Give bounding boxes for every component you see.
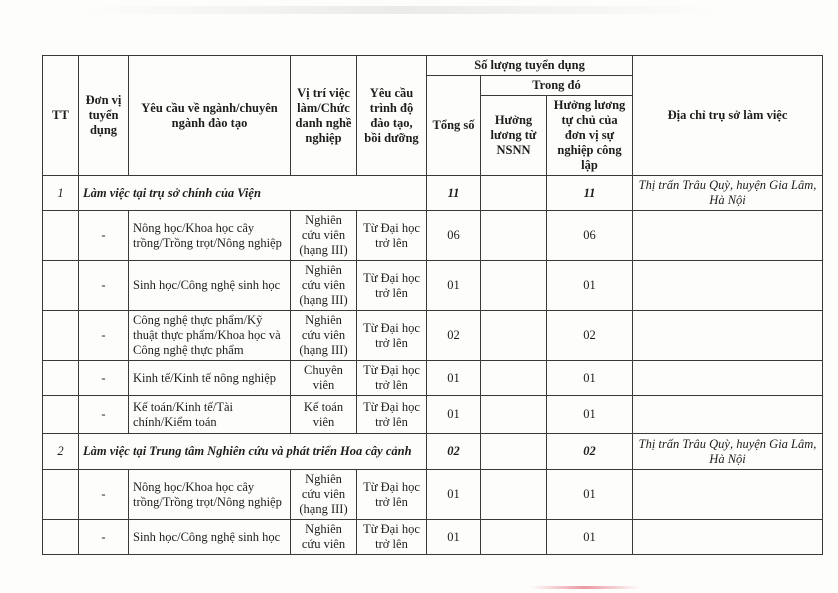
row-trinh-do: Từ Đại học trở lên	[357, 520, 427, 555]
row-tong-so: 06	[427, 211, 481, 261]
group-tong-so: 11	[427, 176, 481, 211]
row-dash: -	[79, 520, 129, 555]
group-tt: 2	[43, 434, 79, 470]
table-row	[43, 470, 823, 520]
row-nganh: Sinh học/Công nghệ sinh học	[129, 520, 291, 555]
row-tong-so: 01	[427, 361, 481, 396]
group-tong-so: 02	[427, 434, 481, 470]
header-tong-so: Tổng số	[427, 76, 481, 176]
row-dash: -	[79, 470, 129, 520]
group-tt: 1	[43, 176, 79, 211]
table-row	[43, 520, 823, 555]
row-dash: -	[79, 361, 129, 396]
header-nganh: Yêu cầu về ngành/chuyên ngành đào tạo	[129, 56, 291, 176]
row-nganh: Kinh tế/Kinh tế nông nghiệp	[129, 361, 291, 396]
row-trinh-do: Từ Đại học trở lên	[357, 396, 427, 434]
recruitment-table	[42, 55, 823, 555]
row-vi-tri: Chuyên viên	[291, 361, 357, 396]
row-trinh-do: Từ Đại học trở lên	[357, 311, 427, 361]
row-dash: -	[79, 311, 129, 361]
row-dash: -	[79, 211, 129, 261]
header-tu-chu: Hưởng lương tự chủ của đơn vị sự nghiệp công lập	[547, 96, 633, 176]
table-row	[43, 211, 823, 261]
row-nganh: Nông học/Khoa học cây trồng/Trồng trọt/Nông nghiệp	[129, 470, 291, 520]
row-dash: -	[79, 396, 129, 434]
row-tu-chu: 01	[547, 361, 633, 396]
row-tong-so: 01	[427, 261, 481, 311]
group-nsnn	[481, 434, 547, 470]
table-row	[43, 396, 823, 434]
header-vi-tri: Vị trí việc làm/Chức danh nghề nghiệp	[291, 56, 357, 176]
row-tong-so: 01	[427, 470, 481, 520]
table-row	[43, 261, 823, 311]
row-tong-so: 01	[427, 396, 481, 434]
row-dash: -	[79, 261, 129, 311]
group-address: Thị trấn Trâu Quỳ, huyện Gia Lâm, Hà Nội	[633, 176, 823, 211]
row-vi-tri: Nghiên cứu viên (hạng III)	[291, 261, 357, 311]
red-stamp-trace	[530, 586, 640, 589]
row-tu-chu: 01	[547, 520, 633, 555]
row-vi-tri: Nghiên cứu viên (hạng III)	[291, 211, 357, 261]
group-nsnn	[481, 176, 547, 211]
row-vi-tri: Kế toán viên	[291, 396, 357, 434]
header-trinh-do: Yêu cầu trình độ đào tạo, bồi dưỡng	[357, 56, 427, 176]
group-title: Làm việc tại trụ sở chính của Viện	[79, 176, 427, 211]
row-trinh-do: Từ Đại học trở lên	[357, 211, 427, 261]
row-nganh: Công nghệ thực phẩm/Kỹ thuật thực phẩm/Khoa học và Công nghệ thực phẩm	[129, 311, 291, 361]
header-nsnn: Hưởng lương từ NSNN	[481, 96, 547, 176]
header-dia-chi: Địa chỉ trụ sở làm việc	[633, 56, 823, 176]
group-row-2	[43, 434, 823, 470]
row-trinh-do: Từ Đại học trở lên	[357, 361, 427, 396]
header-tt: TT	[43, 56, 79, 176]
group-tu-chu: 02	[547, 434, 633, 470]
header-trong-do: Trong đó	[481, 76, 633, 96]
row-tong-so: 01	[427, 520, 481, 555]
row-tu-chu: 02	[547, 311, 633, 361]
row-nganh: Nông học/Khoa học cây trồng/Trồng trọt/Nông nghiệp	[129, 211, 291, 261]
group-row-1	[43, 176, 823, 211]
row-vi-tri: Nghiên cứu viên (hạng III)	[291, 311, 357, 361]
row-nganh: Kế toán/Kinh tế/Tài chính/Kiểm toán	[129, 396, 291, 434]
row-tu-chu: 01	[547, 470, 633, 520]
row-tu-chu: 06	[547, 211, 633, 261]
row-trinh-do: Từ Đại học trở lên	[357, 470, 427, 520]
row-tu-chu: 01	[547, 261, 633, 311]
header-don-vi: Đơn vị tuyển dụng	[79, 56, 129, 176]
table-row	[43, 361, 823, 396]
row-trinh-do: Từ Đại học trở lên	[357, 261, 427, 311]
row-vi-tri: Nghiên cứu viên (hạng III)	[291, 470, 357, 520]
scan-smudge	[80, 6, 720, 14]
row-vi-tri: Nghiên cứu viên	[291, 520, 357, 555]
row-tu-chu: 01	[547, 396, 633, 434]
group-title: Làm việc tại Trung tâm Nghiên cứu và phát triển Hoa cây cảnh	[79, 434, 427, 470]
group-address: Thị trấn Trâu Quỳ, huyện Gia Lâm, Hà Nội	[633, 434, 823, 470]
group-tu-chu: 11	[547, 176, 633, 211]
header-so-luong: Số lượng tuyển dụng	[427, 56, 633, 76]
table-row	[43, 311, 823, 361]
row-nganh: Sinh học/Công nghệ sinh học	[129, 261, 291, 311]
row-tong-so: 02	[427, 311, 481, 361]
